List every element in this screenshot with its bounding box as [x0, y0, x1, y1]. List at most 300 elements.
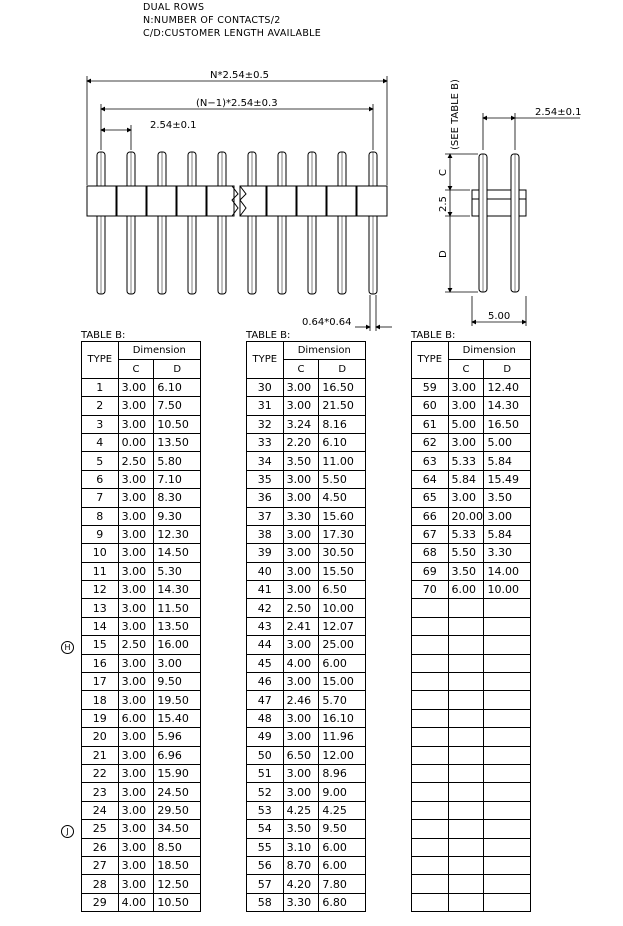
c-cell: [448, 783, 484, 801]
d-cell: 6.50: [319, 581, 366, 599]
type-cell: 43: [247, 617, 284, 635]
table-row: [82, 654, 201, 672]
c-cell: 3.00: [283, 470, 319, 488]
c-header: C: [118, 360, 154, 378]
c-cell: 3.00: [448, 378, 484, 396]
table-row: [82, 801, 201, 819]
c-cell: 3.30: [283, 507, 319, 525]
table-1-title: TABLE B:: [81, 330, 126, 341]
c-cell: 3.50: [283, 820, 319, 838]
c-cell: 2.50: [283, 599, 319, 617]
front-view: [87, 152, 387, 294]
table-row: [412, 673, 531, 691]
type-cell: 3: [82, 415, 119, 433]
table-row: [247, 820, 366, 838]
table-row: [247, 507, 366, 525]
revision-marker-h: H: [61, 641, 74, 654]
type-cell: 29: [82, 893, 119, 911]
c-cell: [448, 617, 484, 635]
d-cell: [484, 764, 531, 782]
c-cell: 3.00: [118, 728, 154, 746]
table-row: [82, 433, 201, 451]
table-row: [82, 378, 201, 396]
table-row: [412, 397, 531, 415]
table-row: [82, 581, 201, 599]
type-cell: [412, 746, 449, 764]
table-row: [247, 801, 366, 819]
table-row: [247, 691, 366, 709]
d-cell: 12.30: [154, 525, 201, 543]
type-header: TYPE: [82, 342, 119, 379]
table-row: [82, 875, 201, 893]
table-row: [412, 636, 531, 654]
table-row: [82, 599, 201, 617]
c-cell: 3.00: [118, 581, 154, 599]
d-cell: 3.00: [154, 654, 201, 672]
c-cell: 3.00: [283, 397, 319, 415]
c-cell: 3.00: [118, 838, 154, 856]
type-cell: 1: [82, 378, 119, 396]
table-row: [412, 452, 531, 470]
d-cell: [484, 801, 531, 819]
c-cell: 3.00: [283, 728, 319, 746]
c-cell: 4.20: [283, 875, 319, 893]
type-cell: 61: [412, 415, 449, 433]
c-cell: 5.84: [448, 470, 484, 488]
dimension-header: Dimension: [118, 342, 200, 360]
d-cell: 18.50: [154, 856, 201, 874]
d-cell: 15.00: [319, 673, 366, 691]
type-cell: 60: [412, 397, 449, 415]
type-cell: [412, 783, 449, 801]
table-row: [247, 728, 366, 746]
d-cell: [484, 599, 531, 617]
d-cell: 15.50: [319, 562, 366, 580]
d-cell: 4.50: [319, 489, 366, 507]
table-row: [82, 636, 201, 654]
d-cell: 5.00: [484, 433, 531, 451]
c-cell: 5.50: [448, 544, 484, 562]
d-cell: 15.49: [484, 470, 531, 488]
type-cell: 13: [82, 599, 119, 617]
type-cell: 67: [412, 525, 449, 543]
table-row: [247, 654, 366, 672]
type-cell: 38: [247, 525, 284, 543]
d-cell: 10.50: [154, 415, 201, 433]
d-cell: 21.50: [319, 397, 366, 415]
type-cell: 62: [412, 433, 449, 451]
c-cell: 3.00: [118, 783, 154, 801]
d-cell: 11.96: [319, 728, 366, 746]
type-cell: 55: [247, 838, 284, 856]
d-cell: 14.00: [484, 562, 531, 580]
table-row: [82, 525, 201, 543]
c-cell: 3.00: [118, 801, 154, 819]
d-cell: 15.90: [154, 764, 201, 782]
table-row: [247, 544, 366, 562]
table-row: [247, 875, 366, 893]
d-cell: 8.30: [154, 489, 201, 507]
dim-c: C: [438, 169, 449, 176]
type-cell: 23: [82, 783, 119, 801]
table-row: [412, 654, 531, 672]
type-cell: [412, 599, 449, 617]
table-row: [247, 893, 366, 911]
type-cell: [412, 801, 449, 819]
insulator-block: [297, 186, 326, 216]
c-cell: 3.00: [283, 673, 319, 691]
c-cell: 3.00: [448, 489, 484, 507]
type-cell: 69: [412, 562, 449, 580]
d-cell: 14.50: [154, 544, 201, 562]
type-cell: 9: [82, 525, 119, 543]
d-cell: 3.30: [484, 544, 531, 562]
table-row: [247, 397, 366, 415]
dimension-header: Dimension: [448, 342, 531, 360]
table-b-2: [246, 341, 366, 912]
d-cell: 6.00: [319, 856, 366, 874]
type-cell: 37: [247, 507, 284, 525]
type-cell: 50: [247, 746, 284, 764]
c-cell: 3.00: [118, 507, 154, 525]
table-row: [412, 838, 531, 856]
insulator-block: [87, 186, 116, 216]
c-cell: 6.50: [283, 746, 319, 764]
c-cell: 4.25: [283, 801, 319, 819]
table-row: [412, 691, 531, 709]
table-row: [412, 433, 531, 451]
d-cell: 7.80: [319, 875, 366, 893]
c-cell: 3.00: [283, 636, 319, 654]
table-row: [82, 783, 201, 801]
d-cell: 6.10: [319, 433, 366, 451]
type-cell: 31: [247, 397, 284, 415]
type-cell: 16: [82, 654, 119, 672]
insulator-block: [177, 186, 206, 216]
type-cell: 8: [82, 507, 119, 525]
c-cell: 3.00: [283, 378, 319, 396]
c-cell: 3.00: [118, 764, 154, 782]
type-cell: [412, 691, 449, 709]
type-cell: [412, 820, 449, 838]
table-row: [412, 581, 531, 599]
c-cell: [448, 875, 484, 893]
d-cell: [484, 654, 531, 672]
d-header: D: [154, 360, 201, 378]
d-cell: 16.50: [484, 415, 531, 433]
d-cell: 19.50: [154, 691, 201, 709]
table-row: [412, 856, 531, 874]
c-cell: 3.00: [118, 525, 154, 543]
c-cell: 5.33: [448, 452, 484, 470]
table-row: [412, 617, 531, 635]
type-cell: 51: [247, 764, 284, 782]
type-cell: 44: [247, 636, 284, 654]
d-cell: 12.00: [319, 746, 366, 764]
dim-pin: 0.64*0.64: [302, 317, 352, 328]
c-cell: 4.00: [118, 893, 154, 911]
c-cell: [448, 764, 484, 782]
c-cell: 3.00: [118, 746, 154, 764]
c-header: C: [283, 360, 319, 378]
table-row: [247, 452, 366, 470]
type-cell: [412, 893, 449, 911]
d-cell: [484, 691, 531, 709]
type-cell: 54: [247, 820, 284, 838]
table-row: [412, 378, 531, 396]
table-row: [247, 746, 366, 764]
c-cell: [448, 893, 484, 911]
c-cell: [448, 599, 484, 617]
c-cell: 4.00: [283, 654, 319, 672]
c-cell: 2.41: [283, 617, 319, 635]
note-contacts: N:NUMBER OF CONTACTS/2: [143, 15, 281, 26]
c-cell: 3.00: [118, 562, 154, 580]
type-cell: 34: [247, 452, 284, 470]
c-cell: 0.00: [118, 433, 154, 451]
d-cell: 11.00: [319, 452, 366, 470]
table-row: [82, 617, 201, 635]
table-row: [412, 489, 531, 507]
dim-insulator: 2.5: [438, 196, 449, 212]
type-cell: 53: [247, 801, 284, 819]
d-cell: 15.40: [154, 709, 201, 727]
dim-width: 5.00: [488, 311, 511, 322]
d-cell: [484, 673, 531, 691]
type-header: TYPE: [247, 342, 284, 379]
type-cell: 19: [82, 709, 119, 727]
table-row: [412, 728, 531, 746]
table-row: [82, 856, 201, 874]
d-cell: 8.16: [319, 415, 366, 433]
table-row: [247, 617, 366, 635]
table-row: [82, 397, 201, 415]
d-cell: 34.50: [154, 820, 201, 838]
table-row: [247, 470, 366, 488]
table-2-title: TABLE B:: [246, 330, 291, 341]
c-cell: 2.50: [118, 636, 154, 654]
d-cell: 5.70: [319, 691, 366, 709]
c-cell: 3.00: [118, 691, 154, 709]
table-row: [247, 562, 366, 580]
c-cell: 3.30: [283, 893, 319, 911]
table-row: [412, 801, 531, 819]
c-cell: 3.10: [283, 838, 319, 856]
type-cell: 49: [247, 728, 284, 746]
c-cell: [448, 654, 484, 672]
c-header: C: [448, 360, 484, 378]
c-cell: 3.00: [448, 433, 484, 451]
d-cell: 13.50: [154, 617, 201, 635]
table-row: [82, 709, 201, 727]
d-cell: 6.00: [319, 838, 366, 856]
c-cell: 2.46: [283, 691, 319, 709]
dim-side-pitch: 2.54±0.1: [535, 107, 582, 118]
table-row: [247, 764, 366, 782]
type-cell: [412, 764, 449, 782]
revision-marker-j: J: [61, 825, 74, 838]
type-cell: 68: [412, 544, 449, 562]
d-cell: 6.80: [319, 893, 366, 911]
note-customer-length: C/D:CUSTOMER LENGTH AVAILABLE: [143, 28, 322, 39]
table-row: [247, 415, 366, 433]
c-cell: 2.50: [118, 452, 154, 470]
c-cell: 3.50: [283, 452, 319, 470]
d-cell: [484, 820, 531, 838]
table-row: [247, 378, 366, 396]
d-cell: [484, 746, 531, 764]
type-cell: 47: [247, 691, 284, 709]
d-cell: 10.00: [484, 581, 531, 599]
type-cell: 27: [82, 856, 119, 874]
table-row: [412, 415, 531, 433]
table-row: [412, 783, 531, 801]
type-cell: 11: [82, 562, 119, 580]
type-cell: 21: [82, 746, 119, 764]
table-row: [82, 728, 201, 746]
d-cell: 7.10: [154, 470, 201, 488]
type-cell: 33: [247, 433, 284, 451]
c-cell: 5.33: [448, 525, 484, 543]
c-cell: 3.00: [118, 489, 154, 507]
table-row: [247, 599, 366, 617]
c-cell: 3.00: [283, 489, 319, 507]
type-cell: 14: [82, 617, 119, 635]
table-row: [412, 764, 531, 782]
table-row: [82, 544, 201, 562]
c-cell: 3.00: [118, 856, 154, 874]
d-cell: 11.50: [154, 599, 201, 617]
type-cell: 12: [82, 581, 119, 599]
d-cell: 16.00: [154, 636, 201, 654]
d-cell: 13.50: [154, 433, 201, 451]
table-row: [82, 452, 201, 470]
d-header: D: [319, 360, 366, 378]
type-cell: [412, 709, 449, 727]
table-row: [412, 820, 531, 838]
d-cell: 8.96: [319, 764, 366, 782]
d-cell: [484, 728, 531, 746]
c-cell: 3.00: [283, 525, 319, 543]
type-cell: 22: [82, 764, 119, 782]
type-header: TYPE: [412, 342, 449, 379]
type-cell: 4: [82, 433, 119, 451]
table-row: [412, 470, 531, 488]
d-cell: [484, 893, 531, 911]
type-cell: 5: [82, 452, 119, 470]
table-row: [82, 691, 201, 709]
type-cell: 65: [412, 489, 449, 507]
c-cell: [448, 856, 484, 874]
d-cell: 25.00: [319, 636, 366, 654]
d-cell: 12.40: [484, 378, 531, 396]
type-cell: 10: [82, 544, 119, 562]
c-cell: 3.00: [118, 599, 154, 617]
c-cell: [448, 838, 484, 856]
c-cell: [448, 728, 484, 746]
type-cell: [412, 673, 449, 691]
d-cell: 5.96: [154, 728, 201, 746]
d-cell: 15.60: [319, 507, 366, 525]
d-cell: 9.50: [154, 673, 201, 691]
type-cell: 7: [82, 489, 119, 507]
table-row: [82, 764, 201, 782]
type-cell: 2: [82, 397, 119, 415]
table-row: [247, 489, 366, 507]
c-cell: 3.00: [118, 415, 154, 433]
type-cell: [412, 856, 449, 874]
c-cell: 3.24: [283, 415, 319, 433]
d-cell: 14.30: [154, 581, 201, 599]
table-3-title: TABLE B:: [411, 330, 456, 341]
c-cell: 6.00: [448, 581, 484, 599]
type-cell: 64: [412, 470, 449, 488]
table-row: [412, 746, 531, 764]
d-cell: [484, 856, 531, 874]
c-cell: [448, 801, 484, 819]
type-cell: 40: [247, 562, 284, 580]
c-cell: 3.00: [283, 709, 319, 727]
type-cell: 48: [247, 709, 284, 727]
c-cell: 5.00: [448, 415, 484, 433]
d-cell: [484, 783, 531, 801]
d-cell: 3.00: [484, 507, 531, 525]
table-row: [247, 636, 366, 654]
table-row: [247, 581, 366, 599]
table-row: [412, 544, 531, 562]
type-cell: 24: [82, 801, 119, 819]
insulator-block: [327, 186, 356, 216]
d-cell: [484, 636, 531, 654]
insulator-block: [207, 186, 234, 216]
c-cell: 3.00: [118, 544, 154, 562]
connector-drawing: [0, 0, 623, 340]
table-row: [247, 856, 366, 874]
d-cell: 9.50: [319, 820, 366, 838]
type-cell: 32: [247, 415, 284, 433]
type-cell: 41: [247, 581, 284, 599]
table-row: [82, 746, 201, 764]
d-cell: 16.50: [319, 378, 366, 396]
d-cell: 24.50: [154, 783, 201, 801]
d-cell: 6.00: [319, 654, 366, 672]
d-cell: 30.50: [319, 544, 366, 562]
c-cell: 3.00: [118, 378, 154, 396]
type-cell: [412, 728, 449, 746]
c-cell: 3.00: [118, 875, 154, 893]
d-cell: 9.30: [154, 507, 201, 525]
table-row: [82, 820, 201, 838]
side-view: [472, 154, 526, 292]
table-row: [412, 507, 531, 525]
d-cell: 5.80: [154, 452, 201, 470]
type-cell: 63: [412, 452, 449, 470]
type-cell: 28: [82, 875, 119, 893]
table-row: [412, 562, 531, 580]
d-cell: 6.96: [154, 746, 201, 764]
table-row: [247, 783, 366, 801]
d-cell: 8.50: [154, 838, 201, 856]
table-row: [412, 709, 531, 727]
type-cell: 30: [247, 378, 284, 396]
d-cell: [484, 875, 531, 893]
table-b-1: [81, 341, 201, 912]
table-row: [82, 562, 201, 580]
c-cell: [448, 673, 484, 691]
type-cell: 6: [82, 470, 119, 488]
table-row: [82, 507, 201, 525]
d-cell: 3.50: [484, 489, 531, 507]
